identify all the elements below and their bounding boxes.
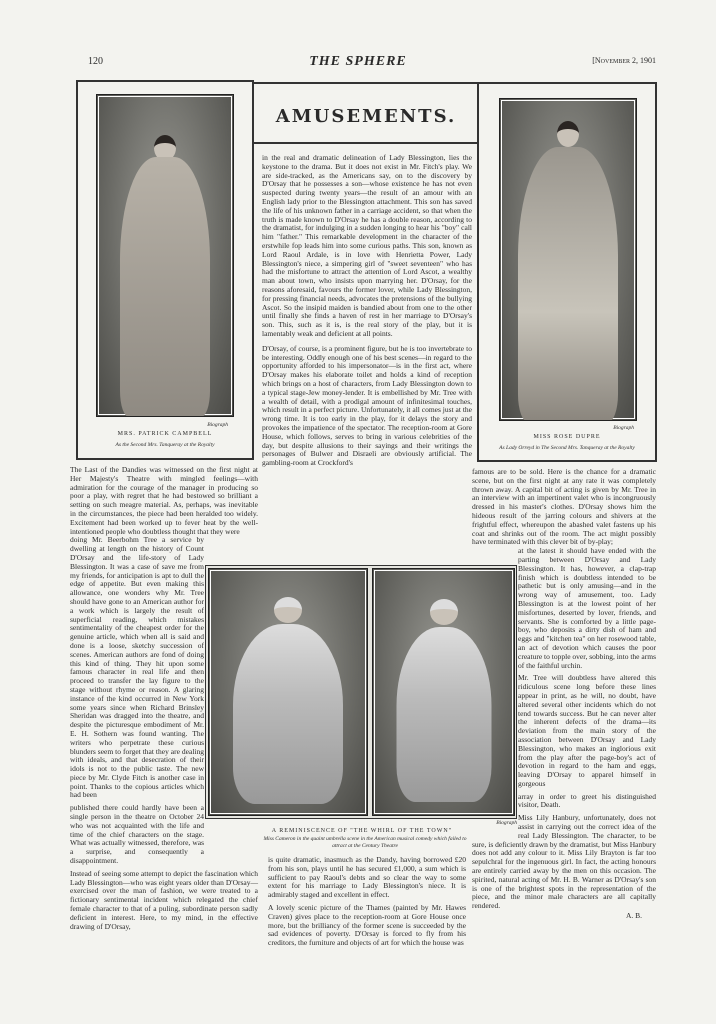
paragraph: array in order to greet his distinguished visitor, Death. <box>518 791 656 810</box>
paragraph: famous are to be sold. Here is the chance for a dramatic scene, but on the first night at any rate it was completely thrown away. A capital bit of acting is given by Mr. Tree in an interview with an impertinent valet who is incongruously dressed in his master's clothes. D'Orsay shows him the hideous result of the jarring colours and shivers at the frightful effect, whereupon the abashed valet fastens up his coat and shrinks out of the room. The act might possibly have terminated with this clever bit of by-play; <box>472 467 656 547</box>
photo-name: A REMINISCENCE OF "THE WHIRL OF THE TOWN" <box>271 828 453 834</box>
title-box <box>254 82 478 144</box>
photo-name: MRS. PATRICK CAMPBELL <box>117 431 213 437</box>
center-photo-frame <box>205 565 517 819</box>
photo-spacer <box>472 547 518 839</box>
paragraph: A lovely scenic picture of the Thames (painted by Mr. Hawes Craven) gives place to the reception-room at Gore House once more, but the brilliancy of the former scene is succeeded by the sad evidences of poverty. D'Orsay is forced to fly from his creditors, the furniture and objects of art for which the house was <box>268 902 466 948</box>
figure-body <box>518 147 618 421</box>
paragraph: in the real and dramatic delineation of Lady Blessington, lies the keystone to the drama. But it does not exist in Mr. Fitch's play. We are side-tracked, as the Americans say, on to the discovery by D'Orsay that he possesses a son—whose existence he has not even suspected during twenty years—the result of an amour with an English lady prior to the Blessington attachment. This son has saved the life of his unknown father in a carriage accident, so that when the truth is made known to D'Orsay he has a double reason, according to the dramatist, for indulging in a sudden longing to hear his "boy" call him "father." This remarkable development in the character of the erstwhile fop leads him into some curious paths. This son, known as Lord Raoul Ardale, is in love with Henrietta Power, Lady Blessington's niece, a simpering girl of "sweet seventeen" who has had the misfortune to attract the attention of Lord Ascot, a wealthy man about town, who insists upon marrying her. D'Orsay, for the reasons aforesaid, favours the former lover, while Lady Blessington, for pressing financial needs, advocates the pretensions of the bullying Ascot. So the insipid maiden is bandied about from one to the other until finally she finds a haven of rest in her marriage to D'Orsay's son. This, such as it is, is the real story of the play, but it is lamentably weak and deficient at all points. <box>262 153 472 338</box>
paragraph: doing Mr. Beerbohm Tree a service by dwelling at length on the history of Count D'Orsay and the life-story of Lady Blessington. It was a case of save me from my friends, for anticipation is apt to dull the edge of appetite. But even making this allowance, one wonders why Mr. Tree should have gone to an American author for a work which is largely the result of superficial reading, which mistakes sentimentality of the cheapest order for the genuine article, which when all is said and done is a loose, sketchy succession of scenes. American authors are fond of doing this kind of thing. They hit upon some famous character in real life and then proceed to transfer the lay figure to the stage without rhyme or reason. A glaring instance of the kind occurred in New York some years since when Richard Brinsley Sheridan was dragged into the theatre, and despite the picturesque embodiment of Mr. E. H. Sothern was found wanting. The writers who perpetrate these curious blunders seem to forget that they are dealing with ideals, and that desecration of their idols is not to the public taste. The new piece by Mr. Clyde Fitch is another case in point. Thanks to the copious articles which had been <box>70 535 204 800</box>
figure-head <box>274 597 302 623</box>
paragraph: Mr. Tree will doubtless have altered this ridiculous scene long before these lines appear in print, as he will, no doubt, have altered several other incidents which do not tend towards success. But he can never alter the inherent defects of the drama—its deviation from the main story of the association between D'Orsay and Lady Blessington, who makes an inglorious exit from the play after the page-boy's act of devotion in regard to the ham and eggs, leaving D'Orsay to apparel himself in gorgeous <box>518 673 656 788</box>
figure-body <box>233 624 343 804</box>
author-signature: A. B. <box>625 911 642 921</box>
figure-body <box>120 157 210 417</box>
publication-title: THE SPHERE <box>309 54 407 69</box>
paragraph: Instead of seeing some attempt to depict the fascination which Lady Blessington—who was eight years older than D'Orsay—exercised over the man of fashion, we were treated to a fictionary sentimental incident which relegated the chief female character to that of a puling, subordinate person sadly deficient in interest. Here, to my mind, in the effective drawing of D'Orsay, <box>70 868 258 931</box>
paragraph: D'Orsay, of course, is a prominent figure, but he is too invertebrate to be interesting. Oddly enough one of his best scenes—in regard to the opportunity afforded to his impersonator—is in the first act, where D'Orsay makes his elaborate toilet and holds a kind of reception which brings on a host of characters, from Lady Blessington down to a typical stage-Jew money-lender. It is embellished by Mr. Tree with a wealth of detail, with a prodigal amount of infinitesimal touches, which result in a perfect picture. Unfortunately, it all comes just at the wrong time. It is too early in the play, for it delays the story and provokes the impatience of the spectator. The reception-room at Gore House, which follows, serves to bring in various celebrities of the day, but despite allusions to their sayings and their writings the personages of Bulwer and Disraeli are obviously artificial. The gambling-room at Crockford's <box>262 343 472 468</box>
right-photo-panel <box>477 82 657 462</box>
photo-caption: As the Second Mrs. Tanqueray at the Royalty <box>115 442 215 448</box>
paragraph: published there could hardly have been a single person in the theatre on October 24 who was not acquainted with the life and time of the chief characters on the stage. What was actually witnessed, therefore, was a surprise, and consequently a disappointment. <box>70 803 204 866</box>
photo-name: MISS ROSE DUPRE <box>533 434 601 440</box>
photo-caption: Miss Cameron in the quaint umbrella scene in the American musical comedy which failed to attract at the Century Theatre <box>263 836 467 849</box>
page-number: 120 <box>88 56 103 67</box>
section-title: AMUSEMENTS. <box>275 106 457 127</box>
left-photo-panel <box>76 80 254 460</box>
photo-umbrella-scene-left <box>208 568 368 816</box>
photo-credit: Biograph <box>496 820 517 826</box>
article-middle-top <box>262 154 472 472</box>
paragraph: at the latest it should have ended with the parting between D'Orsay and Lady Blessington. It has, however, a clap-trap finish which is doubtless intended to be pathetic but is only amusing—and in the wrong way of amusement, too. Lady Blessington is at the lowest point of her misfortunes, deserted by lover, friends, and servants. She is comforted by a little page-boy, who deposits a dirty dish of ham and eggs and "kitchen tea" on her rosewood table, an act of devotion which causes the poor creature to topple over, sobbing, into the arms of the faithful urchin. <box>518 546 656 670</box>
issue-date: [November 2, 1901 <box>592 56 656 65</box>
article-right-column <box>472 468 656 921</box>
photo-credit: Biograph <box>613 425 634 431</box>
figure-head <box>430 599 458 625</box>
photo-mrs-patrick-campbell <box>96 94 234 417</box>
photo-credit: Biograph <box>207 422 228 428</box>
photo-caption: As Lady Orreyd in The Second Mrs. Tanqueray at the Royalty <box>499 445 635 451</box>
paragraph: The Last of the Dandies was witnessed on the first night at Her Majesty's Theatre with mingled feelings—with admiration for the courage of the manager in producing so poor a play, with regret that he had bestowed so brilliant a setting on such meagre material. As, perhaps, was inevitable in the circumstances, the piece had been heralded too widely. Excitement had been worked up to fever heat by the well-intentioned people who doubtless thought that they were <box>70 465 258 536</box>
article-middle-bottom <box>268 856 466 952</box>
figure-head <box>557 121 579 147</box>
paragraph: is quite dramatic, inasmuch as the Dandy, having borrowed £20 from his son, plays until he has secured £1,000, a sum which is sufficient to pay Raoul's debts and so clear the way to some extent for his marriage to Lady Blessington's niece. It is admirably staged and excellent in effect. <box>268 855 466 900</box>
photo-miss-rose-dupre <box>499 98 637 421</box>
paragraph: Miss Lily Hanbury, unfortunately, does not assist in carrying out the correct idea of the real Lady Blessington. The character, to be sure, is deficiently drawn by the dramatist, but Miss Hanbury does not add any colour to it. Miss Lily Brayton is far too sepulchral for the ingenuous girl. In fact, the acting honours are entirely carried away by the men on this occasion. The spirited, natural acting of Mr. H. B. Warner as D'Orsay's son is one of the brightest spots in the representation of the piece, and the minor male characters are all capitally rendered. <box>472 813 656 911</box>
